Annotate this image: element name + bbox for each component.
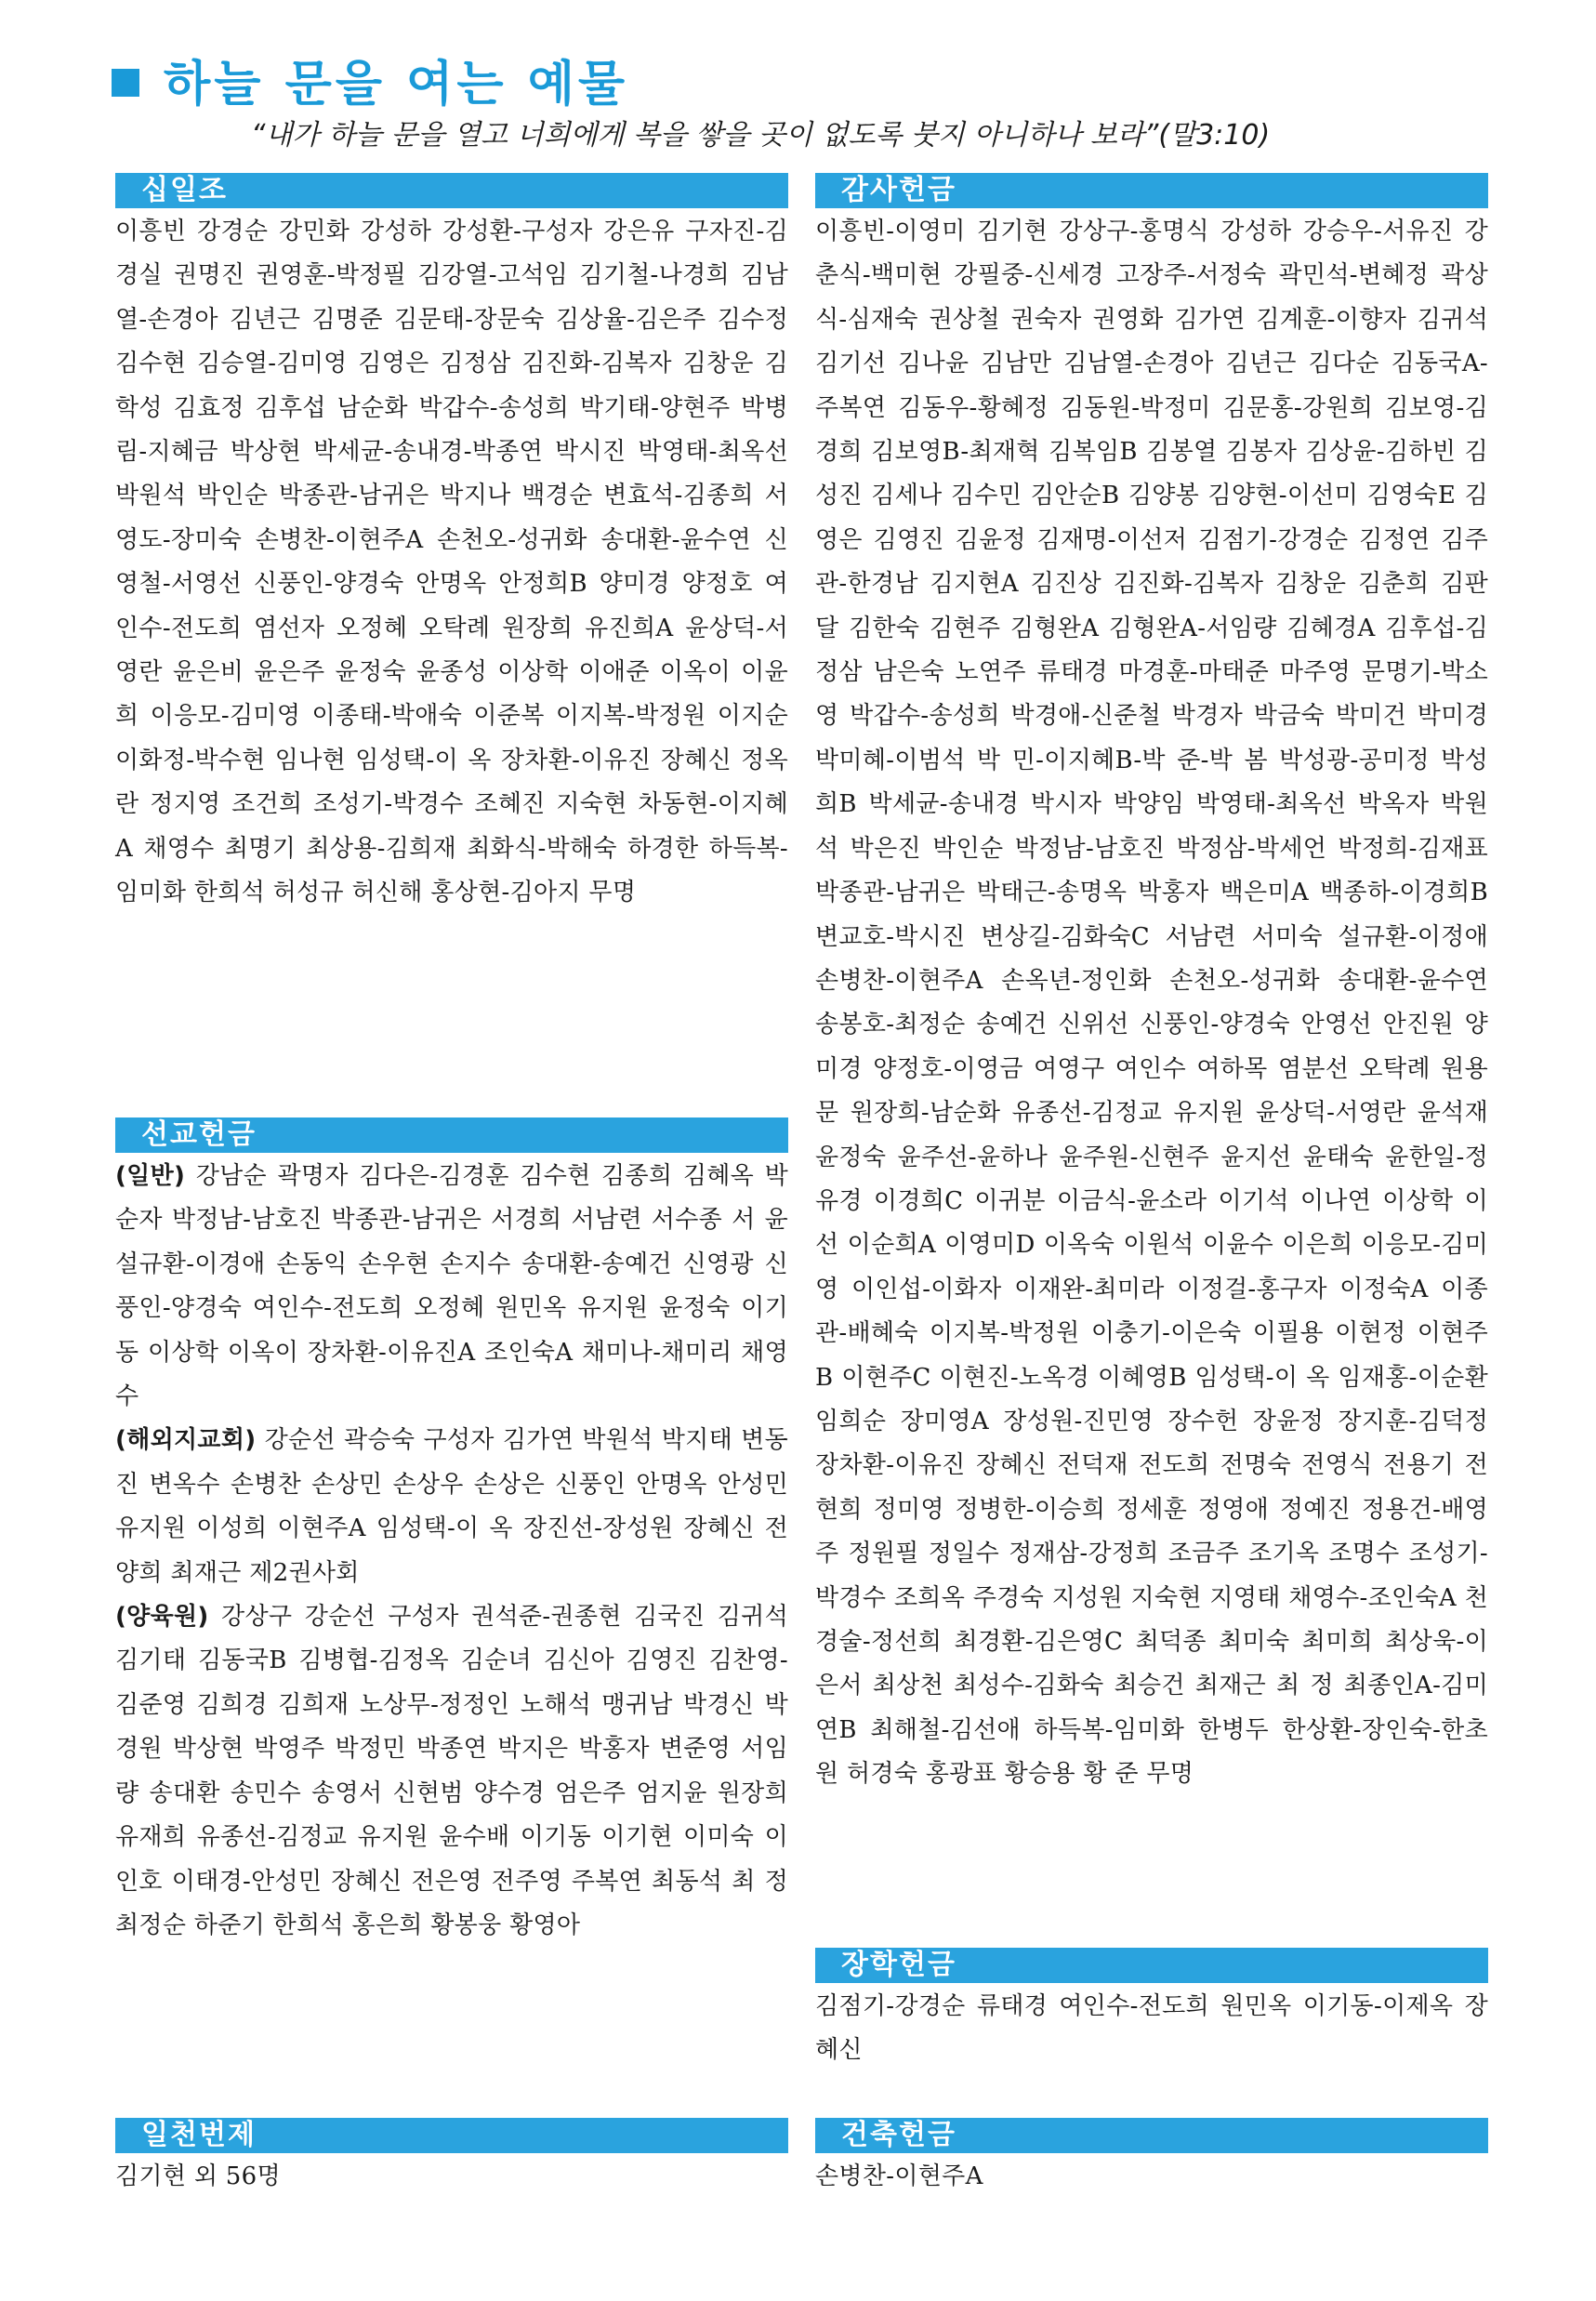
section-header: 일천번제 (115, 2118, 788, 2153)
page-header (112, 45, 1506, 152)
thousand-offering-section (115, 2118, 788, 2199)
category-names: 강상구 강순선 구성자 권석준-권종현 김국진 김귀석 김기태 김동국B 김병협-김정옥 김순녀 김신아 김영진 김찬영-김준영 김희경 김희재 노상무-정정인 노해석 맹귀남 박경신 박경원 박상현 박영주 박정민 박종연 박지은 박홍자 변준영 서임량 송대환 송민수 송영서 신현범 양수경 엄은주 엄지윤 원장희 유재희 유종선-김정교 유지원 윤수배 이기동 이기현 이미숙 이인호 이태경-안성민 장혜신 전은영 전주영 주복연 최동석 최 정 최정순 하준기 한희석 홍은희 황봉웅 황영아 (115, 1603, 788, 1939)
bible-verse: “내가 하늘 문을 열고 너희에게 복을 쌓을 곳이 없도록 붓지 아니하나 보라”(말3:10) (251, 119, 1271, 152)
tithe-section (115, 173, 788, 916)
category-label: (양육원) (115, 1603, 209, 1632)
section-body: 이흥빈 강경순 강민화 강성하 강성환-구성자 강은유 구자진-김경실 권명진 권영훈-박정필 김강열-고석임 김기철-나경희 김남열-손경아 김년근 김명준 김문태-장문숙 김상율-김은주 김수정 김수현 김승열-김미영 김영은 김정삼 김진화-김복자 김창운 김학성 김효정 김후섭 남순화 박갑수-송성희 박기태-양현주 박병림-지혜금 박상현 박세균-송내경-박종연 박시진 박영태-최옥선 박원석 박인순 박종관-남귀은 박지나 백경순 변효석-김종희 서영도-장미숙 손병찬-이현주A 손천오-성귀화 송대환-윤수연 신영철-서영선 신풍인-양경숙 안명옥 안정희B 양미경 양정호 여인수-전도희 염선자 오정혜 오탁례 원장희 유진희A 윤상덕-서영란 윤은비 윤은주 윤정숙 윤종성 이상학 이애준 이옥이 이윤희 이응모-김미영 이종태-박애숙 이준복 이지복-박정원 이지순 이화정-박수현 임나현 임성택-이 옥 장차환-이유진 장혜신 정옥란 정지영 조건희 조성기-박경수 조혜진 지숙현 차동현-이지혜A 채영수 최명기 최상용-김희재 최화식-박해숙 하경한 하득복-임미화 한희석 허성규 허신해 홍상현-김아지 무명 (115, 218, 788, 907)
section-header: 십일조 (115, 173, 788, 208)
mission-group-general (115, 1155, 788, 1419)
section-body: 손병찬-이현주A (815, 2162, 983, 2190)
mission-group-nurture (115, 1595, 788, 1948)
category-label: (해외지교회) (115, 1426, 257, 1455)
square-bullet-icon (112, 69, 139, 97)
thanks-section (815, 173, 1488, 1797)
building-section (815, 2118, 1488, 2199)
scholarship-section (815, 1948, 1488, 2073)
section-header: 감사헌금 (815, 173, 1488, 208)
mission-group-overseas (115, 1419, 788, 1595)
section-body: 김점기-강경순 류태경 여인수-전도희 원민옥 이기동-이제옥 장혜신 (815, 1992, 1488, 2065)
section-header: 선교헌금 (115, 1117, 788, 1153)
title-row (112, 45, 1506, 114)
section-body: 이흥빈-이영미 김기현 강상구-홍명식 강성하 강승우-서유진 강춘식-백미현 강필중-신세경 고장주-서정숙 곽민석-변혜정 곽상식-심재숙 권상철 권숙자 권영화 김가연 김계훈-이향자 김귀석 김기선 김나윤 김남만 김남열-손경아 김년근 김다순 김동국A-주복연 김동우-황혜정 김동원-박정미 김문홍-강원희 김보영-김경희 김보영B-최재혁 김복임B 김봉열 김봉자 김상윤-김하빈 김성진 김세나 김수민 김안순B 김양봉 김양현-이선미 김영숙E 김영은 김영진 김윤정 김재명-이선저 김점기-강경순 김정연 김주관-한경남 김지현A 김진상 김진화-김복자 김창운 김춘희 김판달 김한숙 김현주 김형완A 김형완A-서임량 김혜경A 김후섭-김정삼 남은숙 노연주 류태경 마경훈-마태준 마주영 문명기-박소영 박갑수-송성희 박경애-신준철 박경자 박금숙 박미건 박미경 박미혜-이범석 박 민-이지혜B-박 준-박 봄 박성광-공미정 박성희B 박세균-송내경 박시자 박양임 박영태-최옥선 박옥자 박원석 박은진 박인순 박정남-남호진 박정삼-박세언 박정희-김재표 박종관-남귀은 박태근-송명옥 박홍자 백은미A 백종하-이경희B 변교호-박시진 변상길-김화숙C 서남련 서미숙 설규환-이정애 손병찬-이현주A 손옥년-정인화 손천오-성귀화 송대환-윤수연 송봉호-최정순 송예건 신위선 신풍인-양경숙 안영선 안진원 양미경 양정호-이영금 여영구 여인수 여하목 염분선 오탁례 원용문 원장희-남순화 유종선-김정교 유지원 윤상덕-서영란 윤석재 윤정숙 윤주선-윤하나 윤주원-신현주 윤지선 윤태숙 윤한일-정유경 이경희C 이귀분 이금식-윤소라 이기석 이나연 이상학 이 선 이순희A 이영미D 이옥숙 이원석 이윤수 이은희 이응모-김미영 이인섭-이화자 이재완-최미라 이정걸-홍구자 이정숙A 이종관-배혜숙 이지복-박정원 이충기-이은숙 이필용 이현정 이현주B 이현주C 이현진-노옥경 이혜영B 임성택-이 옥 임재홍-이순환 임희순 장미영A 장성원-진민영 장수헌 장윤정 장지훈-김덕정 장차환-이유진 장혜신 전덕재 전도희 전명숙 전영식 전용기 전현희 정미영 정병한-이승희 정세훈 정영애 정예진 정용건-배영주 정원필 정일수 정재삼-강정희 조금주 조기옥 조명수 조성기-박경수 조희옥 주경숙 지성원 지숙현 지영태 채영수-조인숙A 천경술-정선희 최경환-김은영C 최덕종 최미숙 최미희 최상욱-이은서 최상천 최성수-김화숙 최승건 최재근 최 정 최종인A-김미연B 최해철-김선애 하득복-임미화 한병두 한상환-장인숙-한초원 허경숙 홍광표 황승용 황 준 무명 (815, 218, 1488, 1789)
section-body: 김기현 외 56명 (115, 2162, 281, 2190)
section-header: 건축헌금 (815, 2118, 1488, 2153)
category-names: 강순선 곽승숙 구성자 김가연 박원석 박지태 변동진 변옥수 손병찬 손상민 손상우 손상은 신풍인 안명옥 안성민 유지원 이성희 이현주A 임성택-이 옥 장진선-장성원 장혜신 전양희 최재근 제2권사회 (115, 1426, 788, 1587)
mission-section (115, 1117, 788, 1948)
category-label: (일반) (115, 1162, 186, 1190)
page-title: 하늘 문을 여는 예물 (164, 57, 629, 112)
section-header: 장학헌금 (815, 1948, 1488, 1983)
section-body (115, 1155, 788, 1948)
category-names: 강남순 곽명자 김다은-김경훈 김수현 김종희 김혜옥 박순자 박정남-남호진 박종관-남귀은 서경희 서남련 서수종 서 윤 설규환-이경애 손동익 손우현 손지수 송대환-송예건 신영광 신풍인-양경숙 여인수-전도희 오정혜 원민옥 유지원 윤정숙 이기동 이상학 이옥이 장차환-이유진A 조인숙A 채미나-채미리 채영수 (115, 1162, 788, 1411)
